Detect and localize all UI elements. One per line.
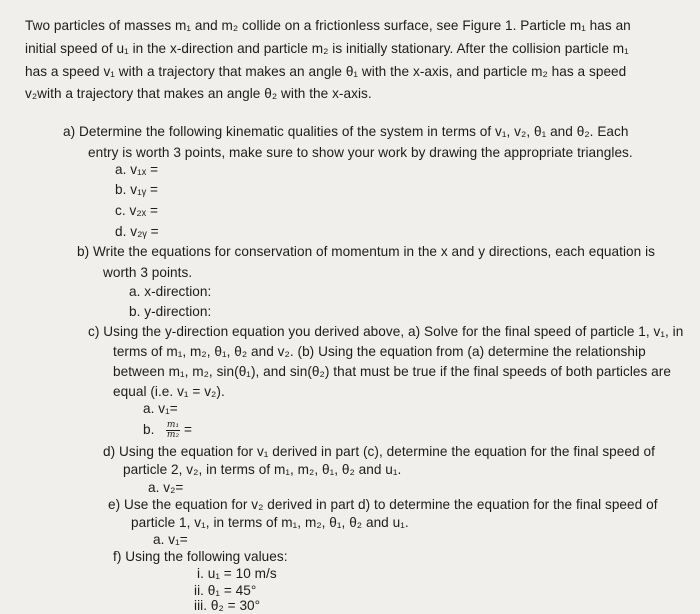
part-d-item-a: a. v₂= — [148, 480, 184, 495]
intro-line-4: v₂with a trajectory that makes an angle θ₂ with the x-axis. — [25, 86, 372, 101]
part-a-line-2: entry is worth 3 points, make sure to show your work by drawing the appropriate triangles. — [88, 145, 633, 160]
part-f-line-1: f) Using the following values: — [113, 549, 288, 564]
part-b-item-b: b. y-direction: — [129, 304, 212, 319]
part-c-item-b — [143, 421, 192, 440]
part-c-line-1: c) Using the y-direction equation you derived above, a) Solve for the final speed of particle 1, v₁, in — [88, 324, 684, 339]
part-d-line-2: particle 2, v₂, in terms of m₁, m₂, θ₁, θ₂ and u₁. — [123, 462, 402, 477]
mass-ratio-fraction — [166, 421, 180, 440]
mass-ratio-denominator: m₂ — [166, 430, 180, 440]
part-a-item-a: a. v₁ₓ = — [115, 162, 159, 177]
part-f-item-i: i. u₁ = 10 m/s — [197, 566, 277, 581]
part-c-item-b-suffix: = — [184, 422, 192, 438]
intro-line-1: Two particles of masses m₁ and m₂ collide on a frictionless surface, see Figure 1. Particle m₁ has an — [25, 18, 631, 33]
part-d-line-1: d) Using the equation for v₁ derived in part (c), determine the equation for the final speed of — [103, 444, 655, 459]
part-f-item-ii: ii. θ₁ = 45° — [194, 583, 257, 598]
intro-line-2: initial speed of u₁ in the x-direction and particle m₂ is initially stationary. After the collision particle m₁ — [25, 41, 629, 56]
part-e-line-2: particle 1, v₁, in terms of m₁, m₂, θ₁, θ₂ and u₁. — [131, 515, 409, 530]
part-b-line-2: worth 3 points. — [103, 265, 193, 280]
part-a-item-d: d. v₂ᵧ = — [115, 224, 159, 239]
part-c-line-2: terms of m₁, m₂, θ₁, θ₂ and v₂. (b) Using the equation from (a) determine the relationship — [113, 344, 646, 359]
part-c-line-4: equal (i.e. v₁ = v₂). — [113, 384, 225, 399]
part-a-item-b: b. v₁ᵧ = — [115, 182, 158, 197]
part-a-item-c: c. v₂ₓ = — [115, 203, 158, 218]
part-e-item-a: a. v₁= — [153, 532, 188, 547]
part-c-item-b-prefix: b. — [143, 422, 155, 438]
part-a-line-1: a) Determine the following kinematic qualities of the system in terms of v₁, v₂, θ₁ and θ₂. Each — [63, 124, 629, 139]
mass-ratio-numerator: m₁ — [166, 420, 180, 430]
part-f-item-iii: iii. θ₂ = 30° — [194, 598, 261, 613]
part-c-line-3: between m₁, m₂, sin(θ₁), and sin(θ₂) that must be true if the final speeds of both particles are — [113, 364, 671, 379]
part-c-item-a: a. v₁= — [143, 401, 178, 416]
part-b-line-1: b) Write the equations for conservation of momentum in the x and y directions, each equation is — [77, 244, 656, 259]
intro-line-3: has a speed v₁ with a trajectory that makes an angle θ₁ with the x-axis, and particle m₂ has a speed — [25, 64, 627, 79]
part-b-item-a: a. x-direction: — [129, 284, 212, 299]
part-e-line-1: e) Use the equation for v₂ derived in part d) to determine the equation for the final speed of — [108, 497, 658, 512]
